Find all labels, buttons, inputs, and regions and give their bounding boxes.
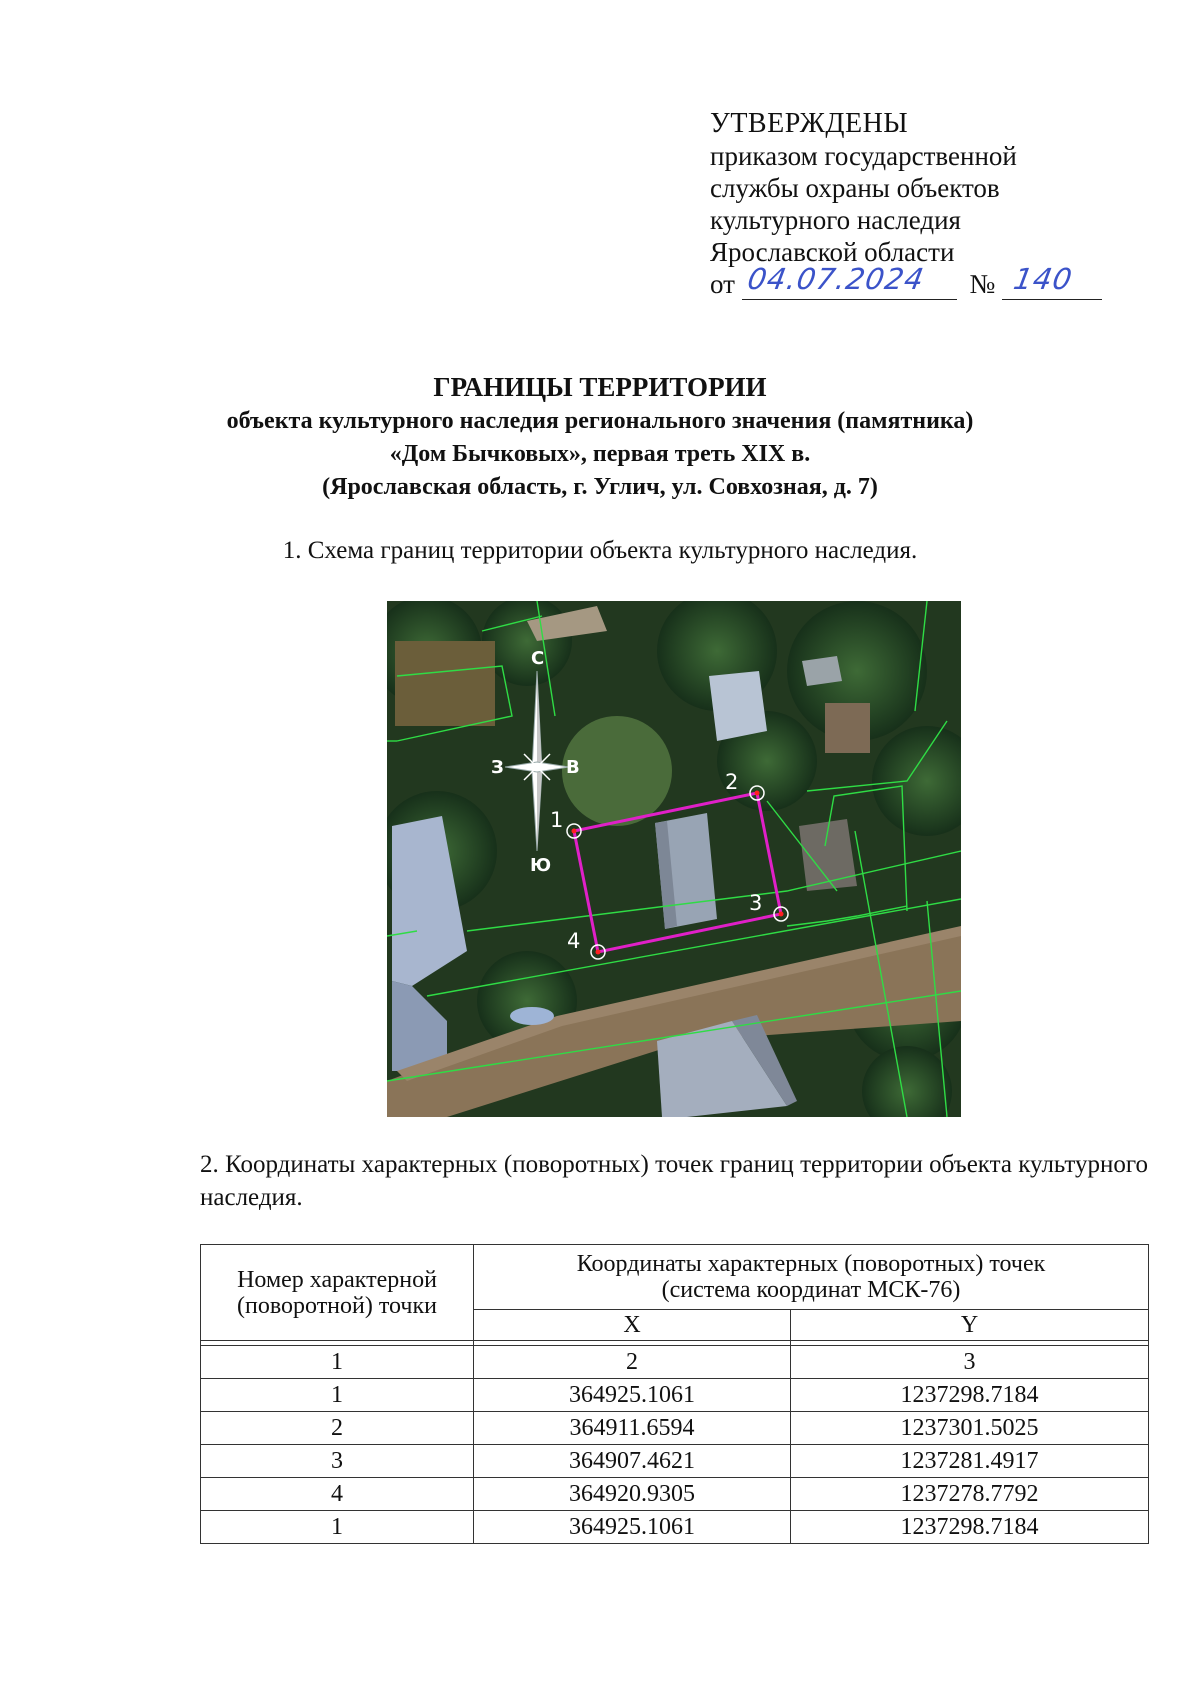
header-coordinates-line2: (система координат МСК-76) xyxy=(661,1277,961,1303)
coord-x: 364920.9305 xyxy=(474,1478,791,1511)
compass-south-label: Ю xyxy=(530,855,552,876)
coord-y: 1237298.7184 xyxy=(791,1511,1149,1544)
point-number: 2 xyxy=(201,1412,474,1445)
table-row xyxy=(201,1379,1149,1412)
header-x: X xyxy=(474,1310,791,1341)
approval-date-line xyxy=(710,262,1102,300)
header-point-number: Номер характерной (поворотной) точки xyxy=(201,1245,474,1341)
section-2-caption: 2. Координаты характерных (поворотных) точек границ территории объекта культурного наследия. xyxy=(200,1151,1148,1211)
coordinates-table xyxy=(200,1244,1149,1544)
coord-x: 364907.4621 xyxy=(474,1445,791,1478)
approval-block xyxy=(710,108,1102,300)
number-field xyxy=(1002,262,1102,300)
object-name: «Дом Бычковых», первая треть XIX в. xyxy=(389,441,811,467)
coord-y: 1237298.7184 xyxy=(791,1379,1149,1412)
approval-line: культурного наследия xyxy=(710,205,961,235)
table-row xyxy=(201,1412,1149,1445)
point-number: 1 xyxy=(201,1511,474,1544)
compass-west-label: З xyxy=(491,757,504,778)
coord-y: 1237301.5025 xyxy=(791,1412,1149,1445)
table-row xyxy=(201,1511,1149,1544)
coord-x: 364911.6594 xyxy=(474,1412,791,1445)
header-coordinates xyxy=(474,1245,1149,1310)
object-address: (Ярославская область, г. Углич, ул. Совхозная, д. 7) xyxy=(322,474,878,500)
point-label-3: 3 xyxy=(749,891,763,915)
boundary-scheme-map xyxy=(387,601,961,1117)
section-1-caption: 1. Схема границ территории объекта культурного наследия. xyxy=(282,537,918,564)
handwritten-number: 140 xyxy=(1010,262,1076,296)
point-label-4: 4 xyxy=(567,929,581,953)
point-number: 4 xyxy=(201,1478,474,1511)
approval-line: приказом государственной xyxy=(710,141,1017,171)
coord-x: 364925.1061 xyxy=(474,1379,791,1412)
coord-x: 364925.1061 xyxy=(474,1511,791,1544)
point-number: 1 xyxy=(201,1379,474,1412)
point-label-2: 2 xyxy=(725,770,739,794)
column-number-row xyxy=(201,1346,1149,1379)
handwritten-date: 04.07.2024 xyxy=(744,262,927,296)
point-number: 3 xyxy=(201,1445,474,1478)
approval-line: службы охраны объектов xyxy=(710,173,1000,203)
number-prefix: № xyxy=(969,269,996,299)
document-subtitle: объекта культурного наследия регионального значения (памятника) xyxy=(226,408,974,434)
compass-north-label: С xyxy=(531,648,545,669)
approval-line: Ярославской области xyxy=(710,237,955,267)
table-row xyxy=(201,1478,1149,1511)
column-number: 3 xyxy=(791,1346,1149,1379)
date-prefix: от xyxy=(710,269,735,299)
approval-title: УТВЕРЖДЕНЫ xyxy=(710,108,909,139)
coord-y: 1237281.4917 xyxy=(791,1445,1149,1478)
document-title: ГРАНИЦЫ ТЕРРИТОРИИ xyxy=(433,372,767,402)
date-field xyxy=(742,262,957,300)
table-row xyxy=(201,1445,1149,1478)
header-coordinates-line1: Координаты характерных (поворотных) точек xyxy=(576,1251,1046,1277)
header-y: Y xyxy=(791,1310,1149,1341)
point-label-1: 1 xyxy=(550,808,564,832)
compass-east-label: В xyxy=(566,757,580,778)
column-number: 1 xyxy=(201,1346,474,1379)
column-number: 2 xyxy=(474,1346,791,1379)
coord-y: 1237278.7792 xyxy=(791,1478,1149,1511)
aerial-photo xyxy=(387,601,961,1117)
